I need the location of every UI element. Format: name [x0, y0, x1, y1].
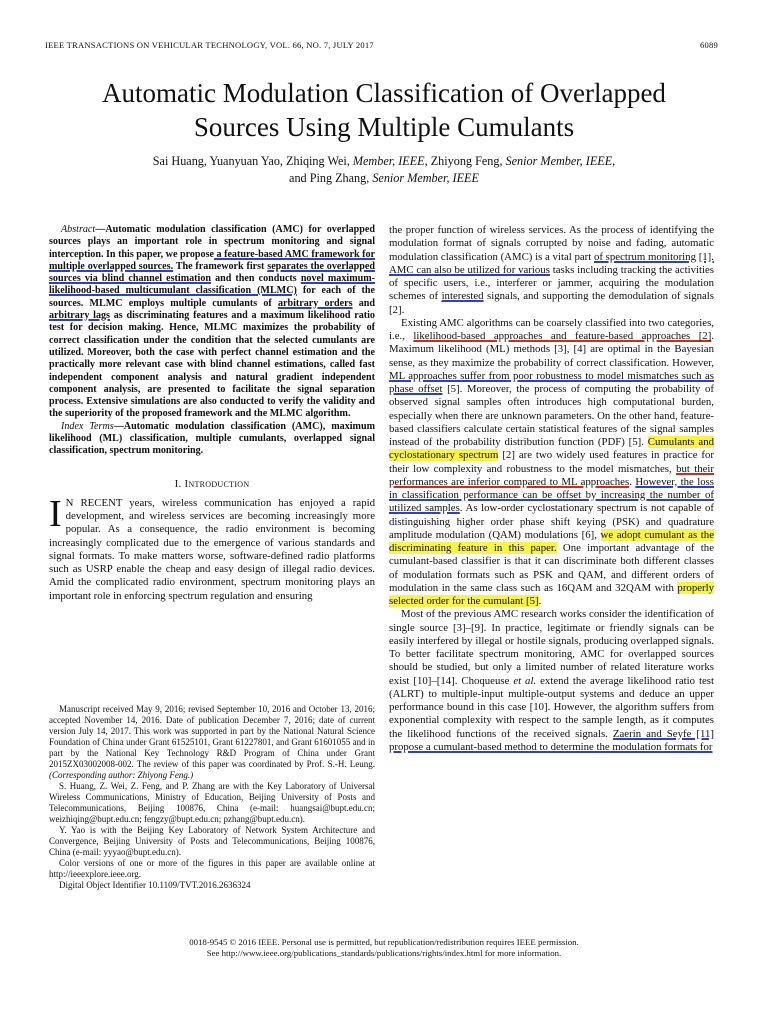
author-line-1 [40, 153, 728, 170]
footnote-color-versions: Color versions of one or more of the figures in this paper are available online at http://ieeexplore.ieee.org. [49, 858, 375, 879]
abstract-text: —Automatic modulation classification (AMC) for overlapped sources plays an important role in spectrum monitoring and signal interception. In this paper, we propose [49, 224, 375, 260]
index-terms-text: —Automatic modulation classification (AMC), maximum likelihood (ML) classification, multiple cumulants, overlapped signal classification, spectrum monitoring. [49, 420, 375, 457]
abstract-text: for each of the sources. MLMC employs multiple cumulants of [49, 285, 375, 309]
author-names: , Zhiyong Feng, [424, 154, 506, 168]
author-membership: Senior Member, IEEE [372, 171, 479, 185]
annotation-underline: arbitrary orders [277, 297, 353, 309]
running-header [45, 40, 718, 50]
right-paragraph-3 [389, 608, 714, 754]
annotation-highlight: we adopt cumulant as the discriminating feature in this paper. [389, 528, 714, 554]
copyright-notice [40, 937, 728, 959]
annotation-highlight: Cumulants and cyclostationary spectrum [389, 436, 714, 462]
footnote-affiliation-2: Y. Yao is with the Beijing Key Laboratory of Network System Architecture and Convergence, Beijing University of Posts and Telecommunications, Beijing 100876, China (e-mail: yyyao@bupt.edu.cn). [49, 825, 375, 857]
author-names: Sai Huang, Yuanyuan Yao, Zhiqing Wei, [152, 154, 353, 168]
index-terms-label: Index Terms [61, 420, 114, 432]
title-line-1: Automatic Modulation Classification of Overlapped [102, 78, 666, 108]
annotation-underline: of spectrum monitoring [1]. AMC can also be utilized for various [389, 250, 714, 276]
abstract-text: and [352, 297, 375, 309]
body-text: [5]. Moreover, the process of computing the probability of observed signal samples often introduces high computational burden, especially when there are unknown parameters. On the other hand, feature-based classifiers calculate certain statistical features of the signal samples instead of the probability distribution function (PDF) [5]. [389, 383, 714, 448]
footnote-text: Manuscript received May 9, 2016; revised September 10, 2016 and October 13, 2016; accepted November 14, 2016. Date of publication December 7, 2016; date of current version July 14, 2017. This work was supported in part by the National Natural Science Foundation of China under Grant 61525101, Grant 61227801, and Grant 61601055 and in part by the National Key Technology R&D Program of China under Grant 2015ZX03002008-002. The review of this paper was coordinated by Prof. S.-H. Leung. [49, 704, 375, 769]
abstract-label: Abstract [61, 224, 96, 235]
page-number: 6089 [700, 40, 718, 50]
copyright-line-1: 0018-9545 © 2016 IEEE. Personal use is permitted, but republication/redistribution requires IEEE permission. [189, 937, 579, 947]
body-text: [2] are two widely used features in practice for their low complexity and robustness to the model mismatches, [389, 449, 714, 475]
body-text: Existing AMC algorithms can be coarsely classified into two categories, i.e., [389, 316, 714, 342]
right-paragraph-2 [389, 317, 714, 609]
copyright-line-2: See http://www.ieee.org/publications_standards/publications/rights/index.html for more information. [206, 948, 562, 958]
footnote-manuscript [49, 704, 375, 781]
right-paragraph-1 [389, 224, 714, 317]
body-text: signals, and supporting the demodulation of signals [2]. [389, 290, 714, 316]
annotation-underline: interested [441, 290, 484, 303]
footnote-affiliation-1: S. Huang, Z. Wei, Z. Feng, and P. Zhang are with the Key Laboratory of Universal Wireless Communications, Ministry of Education, Beijing University of Posts and Telecommunications, Beijing 100876, China (e-mail: huangsai@bupt.edu.cn; weizhiqing@bupt.edu.cn; fengzy@bupt.edu.cn; pzhang@bupt.edu.cn). [49, 781, 375, 824]
body-text-italic: et al. [513, 674, 537, 687]
footnote [49, 704, 375, 891]
footnote-doi: Digital Object Identifier 10.1109/TVT.2016.2636324 [59, 880, 251, 890]
annotation-underline: separates the overlapped sources via blind channel estimation [49, 260, 375, 285]
annotation-underline-red: likelihood-based approaches and feature-based approaches [2] [413, 330, 712, 342]
body-text: Most of the previous AMC research works consider the identification of single source [3]–[9]. In practice, legitimate or friendly signals can be easily interfered by illegal or hostile signals, producing overlapped signals. To better facilitate spectrum monitoring, AMC for overlapped sources should be studied, but only a limited number of related literature works exist [10]–[14]. Choqueuse [389, 608, 714, 687]
body-text: tasks including tracking the activities of specific users, i.e., interferer or jammer, acquiring the modulation schemes of [389, 263, 714, 303]
paper-title [40, 76, 728, 144]
drop-cap: I [49, 492, 62, 535]
annotation-highlight: properly selected order for the cumulant [5] [389, 581, 714, 607]
annotation-underline: novel maximum-likelihood-based multicumulant classification (MLMC) [49, 273, 375, 297]
annotation-underline: arbitrary lags [49, 310, 110, 322]
body-text: One important advantage of the cumulant-based classifier is that it can discriminate both different classes of modulation formats such as PSK and QAM, and different orders of modulation in the same class such as 16QAM and 32QAM with [389, 542, 714, 594]
journal-name: IEEE TRANSACTIONS ON VEHICULAR TECHNOLOGY, VOL. 66, NO. 7, JULY 2017 [45, 40, 374, 50]
abstract [49, 224, 375, 421]
author-list [40, 153, 728, 187]
annotation-underline-red: but their performances are inferior compared to ML approaches [389, 462, 714, 488]
body-text: extend the average likelihood ratio test (ALRT) to multiple-input multiple-output systems and deduce an upper performance bound in this case [10]. However, the algorithm suffers from exponential complexity with respect to the sample length, as it computes the likelihood functions of the received signals. [389, 674, 714, 740]
abstract-text: and then conducts [210, 273, 301, 285]
annotation-underline: a feature-based AMC framework for multiple overlapped sources. [49, 248, 375, 272]
annotation-underline: However, the loss in classification performance can be offset by increasing the number of utilized samples [389, 475, 714, 515]
author-line-2 [40, 170, 728, 187]
body-text: . Maximum likelihood (ML) methods [3], [4] are optimal in the Bayesian sense, as they maximize the probability of correct classification. However, [389, 330, 714, 369]
left-column [49, 224, 375, 603]
index-terms [49, 421, 375, 458]
annotation-underline: Zaerin and Seyfe [11] propose a cumulant-based method to determine the modulation formats for [389, 727, 714, 753]
abstract-text: The framework first [173, 260, 268, 272]
title-line-2: Sources Using Multiple Cumulants [193, 112, 575, 142]
author-membership: Member, IEEE [352, 154, 425, 168]
section-number: I. [174, 477, 182, 490]
annotation-underline: ML approaches suffer from poor robustness to model mismatches such as phase offset [389, 369, 714, 395]
corresponding-author: (Corresponding author: Zhiyong Feng.) [49, 770, 194, 780]
intro-body: N RECENT years, wireless communication has enjoyed a rapid development, and wireless services are becoming increasingly more popular. As a consequence, the radio environment is becoming increasingly complicated due to the emergence of various standards and signal formats. To make matters worse, software-defined radio platforms such as USRP enable the cheap and easy design of illegal radio devices. Amid the complicated radio environment, spectrum monitoring plays an important role in enforcing spectrum regulation and ensuring [49, 496, 375, 602]
section-heading [49, 478, 375, 491]
section-title: Introduction [184, 477, 250, 490]
author-membership: Senior Member, IEEE, [505, 154, 616, 168]
body-text: . As low-order cyclostationary spectrum is not capable of distinguishing higher order phase shift keying (PSK) and quadrature amplitude modulation (QAM) modulations [6], [389, 502, 714, 541]
author-names: and Ping Zhang, [289, 171, 373, 185]
body-text: . [538, 595, 542, 607]
abstract-text: as discriminating features and a maximum likelihood ratio test for decision making. Hence, MLMC maximizes the probability of correct classification under the condition that the selected cumulants are utilized. Moreover, both the case with perfect channel estimation and the practically more relevant case with blind channel estimations, called fast independent component analysis and natural gradient independent component analysis, are presented to facilitate the signal separation process. Extensive simulations are also conducted to verify the validity and the superiority of the proposed framework and the MLMC algorithm. [49, 310, 375, 420]
intro-paragraph [49, 492, 375, 603]
body-text: the proper function of wireless services. As the process of identifying the modulation format of signals corrupted by noise and fading, automatic modulation classification (AMC) is a vital part [389, 224, 714, 263]
body-text: . [629, 475, 636, 488]
introduction-text [49, 492, 375, 603]
right-column [389, 224, 714, 754]
